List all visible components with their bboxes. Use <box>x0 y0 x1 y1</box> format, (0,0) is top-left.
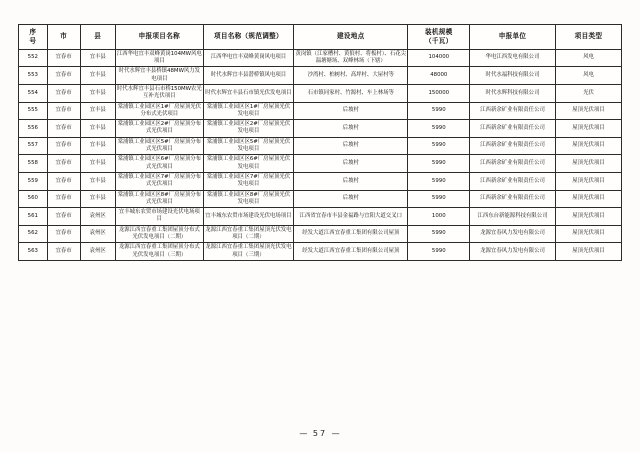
cell-type: 屋顶光伏项目 <box>555 137 621 155</box>
cell-project-name: 棠浦镇工业园区区6#厂房屋顶分布式光伏项目 <box>115 155 203 173</box>
cell-unit: 龙源宜春风力发电有限公司 <box>470 225 556 243</box>
column-header-site: 建设地点 <box>294 25 408 50</box>
cell-adjusted-name: 宜丰城东农贸市场建设光伏电场项目 <box>203 208 293 226</box>
cell-city: 宜春市 <box>47 225 80 243</box>
cell-seq: 563 <box>19 243 48 261</box>
cell-county: 袁州区 <box>80 208 115 226</box>
cell-county: 宜丰县 <box>80 155 115 173</box>
cell-adjusted-name: 棠浦镇工业园区区6#厂房屋顶光伏发电项目 <box>203 155 293 173</box>
cell-site: 后坡村 <box>294 137 408 155</box>
table-row <box>19 243 622 261</box>
table-row <box>19 120 622 138</box>
table-row <box>19 190 622 208</box>
cell-adjusted-name: 时代水辉宜丰县潜桥镇风电项目 <box>203 67 293 85</box>
cell-seq: 559 <box>19 172 48 190</box>
table-row <box>19 84 622 102</box>
cell-adjusted-name: 时代水辉宜丰县石市镇光伏发电项目 <box>203 84 293 102</box>
cell-project-name: 棠浦镇工业园区区1#厂房屋顶光伏分布式光伏项目 <box>115 102 203 120</box>
cell-project-name: 宜丰城东农贸市场建设光伏电场项目 <box>115 208 203 226</box>
column-header-project-name: 申报项目名称 <box>115 25 203 50</box>
table-row <box>19 102 622 120</box>
cell-city: 宜春市 <box>47 137 80 155</box>
cell-site: 后坡村 <box>294 155 408 173</box>
cell-capacity: 5990 <box>408 243 470 261</box>
cell-project-name: 棠浦镇工业园区区8#厂房屋顶分布式光伏项目 <box>115 190 203 208</box>
cell-type: 风电 <box>555 67 621 85</box>
cell-county: 宜丰县 <box>80 190 115 208</box>
column-header-type: 项目类型 <box>555 25 621 50</box>
cell-unit: 江西新余矿业有限责任公司 <box>470 172 556 190</box>
table-row <box>19 137 622 155</box>
cell-type: 屋顶光伏项目 <box>555 102 621 120</box>
cell-adjusted-name: 棠浦镇工业园区区8#厂房屋顶光伏发电项目 <box>203 190 293 208</box>
cell-site: 经发大道江西宜春重工集团有限公司屋顶 <box>294 225 408 243</box>
cell-type: 屋顶光伏项目 <box>555 120 621 138</box>
footer-right-dash: — <box>331 429 341 438</box>
cell-city: 宜春市 <box>47 155 80 173</box>
column-header-capacity-line1: 装机规模 <box>425 28 453 36</box>
cell-city: 宜春市 <box>47 243 80 261</box>
table-row <box>19 67 622 85</box>
table-row <box>19 172 622 190</box>
cell-site: 江西省宜春市丰县金福路与宜阳大道交叉口 <box>294 208 408 226</box>
cell-county: 宜丰县 <box>80 137 115 155</box>
column-header-seq-line1: 序 <box>29 28 37 36</box>
table-row <box>19 155 622 173</box>
column-header-city: 市 <box>47 25 80 50</box>
cell-site: 后坡村 <box>294 190 408 208</box>
cell-site: 后坡村 <box>294 172 408 190</box>
column-header-capacity <box>408 25 470 50</box>
project-list-table <box>18 24 622 261</box>
cell-site: 黄岗镇（江家槽村、黄狼村、将板村）、石花尖温塘塘场、双峰林场（下辖） <box>294 49 408 67</box>
cell-project-name: 棠浦镇工业园区区2#厂房屋顶分布式光伏项目 <box>115 120 203 138</box>
cell-seq: 555 <box>19 102 48 120</box>
cell-seq: 556 <box>19 120 48 138</box>
cell-type: 屋顶光伏项目 <box>555 225 621 243</box>
cell-type: 屋顶光伏项目 <box>555 155 621 173</box>
cell-type: 风电 <box>555 49 621 67</box>
column-header-seq-line2: 号 <box>29 36 37 45</box>
cell-county: 袁州区 <box>80 225 115 243</box>
cell-county: 宜丰县 <box>80 120 115 138</box>
cell-project-name: 棠浦镇工业园区区5#厂房屋顶分布式光伏项目 <box>115 137 203 155</box>
cell-adjusted-name: 龙源江西宜春重工集团屋顶光伏发电项目（三期） <box>203 243 293 261</box>
cell-site: 沙湾村、柏树村、高坪村、大屋村等 <box>294 67 408 85</box>
cell-capacity: 5990 <box>408 155 470 173</box>
table-row <box>19 225 622 243</box>
cell-site: 经发大道江西宜春重工集团有限公司屋顶 <box>294 243 408 261</box>
cell-county: 宜丰县 <box>80 102 115 120</box>
page-footer <box>0 429 640 438</box>
cell-type: 屋顶光伏项目 <box>555 208 621 226</box>
cell-unit: 江西新余矿业有限责任公司 <box>470 102 556 120</box>
cell-project-name: 龙源江西宜春重工集团屋顶分布式光伏发电项目（三期） <box>115 243 203 261</box>
cell-city: 宜春市 <box>47 49 80 67</box>
cell-project-name: 时代水辉宜丰县石市桥150MW农光互补光伏项目 <box>115 84 203 102</box>
cell-project-name: 时代水辉宜丰县桥镇48MW风力发电项目 <box>115 67 203 85</box>
cell-type: 屋顶光伏项目 <box>555 190 621 208</box>
cell-seq: 553 <box>19 67 48 85</box>
cell-seq: 561 <box>19 208 48 226</box>
cell-site: 后坡村 <box>294 120 408 138</box>
cell-seq: 554 <box>19 84 48 102</box>
cell-capacity: 104000 <box>408 49 470 67</box>
cell-type: 光伏 <box>555 84 621 102</box>
cell-type: 屋顶光伏项目 <box>555 243 621 261</box>
cell-county: 宜丰县 <box>80 49 115 67</box>
cell-unit: 龙源宜春风力发电有限公司 <box>470 243 556 261</box>
cell-seq: 562 <box>19 225 48 243</box>
cell-county: 袁州区 <box>80 243 115 261</box>
cell-capacity: 1000 <box>408 208 470 226</box>
column-header-adjusted-name: 项目名称（规范调整） <box>203 25 293 50</box>
table-header-row <box>19 25 622 50</box>
cell-project-name: 江西华电宜丰双峰黄岗104MW风电项目 <box>115 49 203 67</box>
table-header <box>19 25 622 50</box>
cell-type: 屋顶光伏项目 <box>555 172 621 190</box>
table-row <box>19 49 622 67</box>
cell-adjusted-name: 棠浦镇工业园区区1#厂房屋顶光伏发电项目 <box>203 102 293 120</box>
cell-county: 宜丰县 <box>80 172 115 190</box>
cell-city: 宜春市 <box>47 84 80 102</box>
cell-capacity: 5990 <box>408 225 470 243</box>
cell-site: 后坡村 <box>294 102 408 120</box>
cell-capacity: 48000 <box>408 67 470 85</box>
column-header-county: 县 <box>80 25 115 50</box>
cell-adjusted-name: 江西华电宜丰双峰黄岗风电项目 <box>203 49 293 67</box>
cell-unit: 江西新余矿业有限责任公司 <box>470 155 556 173</box>
cell-project-name: 棠浦镇工业园区区7#厂房屋顶分布式光伏项目 <box>115 172 203 190</box>
cell-capacity: 5990 <box>408 120 470 138</box>
column-header-capacity-line2: （千瓦） <box>425 36 453 45</box>
page-number: 57 <box>312 429 328 438</box>
cell-unit: 时代水辉科技有限公司 <box>470 84 556 102</box>
cell-capacity: 5990 <box>408 190 470 208</box>
cell-county: 宜丰县 <box>80 67 115 85</box>
cell-city: 宜春市 <box>47 208 80 226</box>
cell-site: 石市镇同家村、竹源村、车上林场等 <box>294 84 408 102</box>
cell-city: 宜春市 <box>47 172 80 190</box>
cell-capacity: 5990 <box>408 172 470 190</box>
cell-county: 宜丰县 <box>80 84 115 102</box>
column-header-unit: 申报单位 <box>470 25 556 50</box>
cell-unit: 华电江西发电有限公司 <box>470 49 556 67</box>
cell-seq: 558 <box>19 155 48 173</box>
cell-city: 宜春市 <box>47 120 80 138</box>
table-row <box>19 208 622 226</box>
cell-capacity: 5990 <box>408 102 470 120</box>
column-header-seq <box>19 25 48 50</box>
cell-seq: 560 <box>19 190 48 208</box>
cell-city: 宜春市 <box>47 67 80 85</box>
cell-unit: 江西新余矿业有限责任公司 <box>470 137 556 155</box>
cell-project-name: 龙源江西宜春重工集团屋顶分布式光伏发电项目（二期） <box>115 225 203 243</box>
cell-adjusted-name: 棠浦镇工业园区区5#厂房屋顶光伏发电项目 <box>203 137 293 155</box>
cell-unit: 江西东台新能源科技有限公司 <box>470 208 556 226</box>
cell-capacity: 150000 <box>408 84 470 102</box>
cell-adjusted-name: 棠浦镇工业园区区2#厂房屋顶光伏发电项目 <box>203 120 293 138</box>
cell-unit: 江西新余矿业有限责任公司 <box>470 190 556 208</box>
cell-seq: 552 <box>19 49 48 67</box>
cell-unit: 江西新余矿业有限责任公司 <box>470 120 556 138</box>
footer-left-dash: — <box>299 429 309 438</box>
cell-unit: 时代水福科技有限公司 <box>470 67 556 85</box>
cell-city: 宜春市 <box>47 102 80 120</box>
cell-capacity: 5990 <box>408 137 470 155</box>
cell-city: 宜春市 <box>47 190 80 208</box>
cell-adjusted-name: 龙源江西宜春重工集团屋顶光伏发电项目（二期） <box>203 225 293 243</box>
table-body <box>19 49 622 260</box>
cell-seq: 557 <box>19 137 48 155</box>
cell-adjusted-name: 棠浦镇工业园区区7#厂房屋顶光伏发电项目 <box>203 172 293 190</box>
